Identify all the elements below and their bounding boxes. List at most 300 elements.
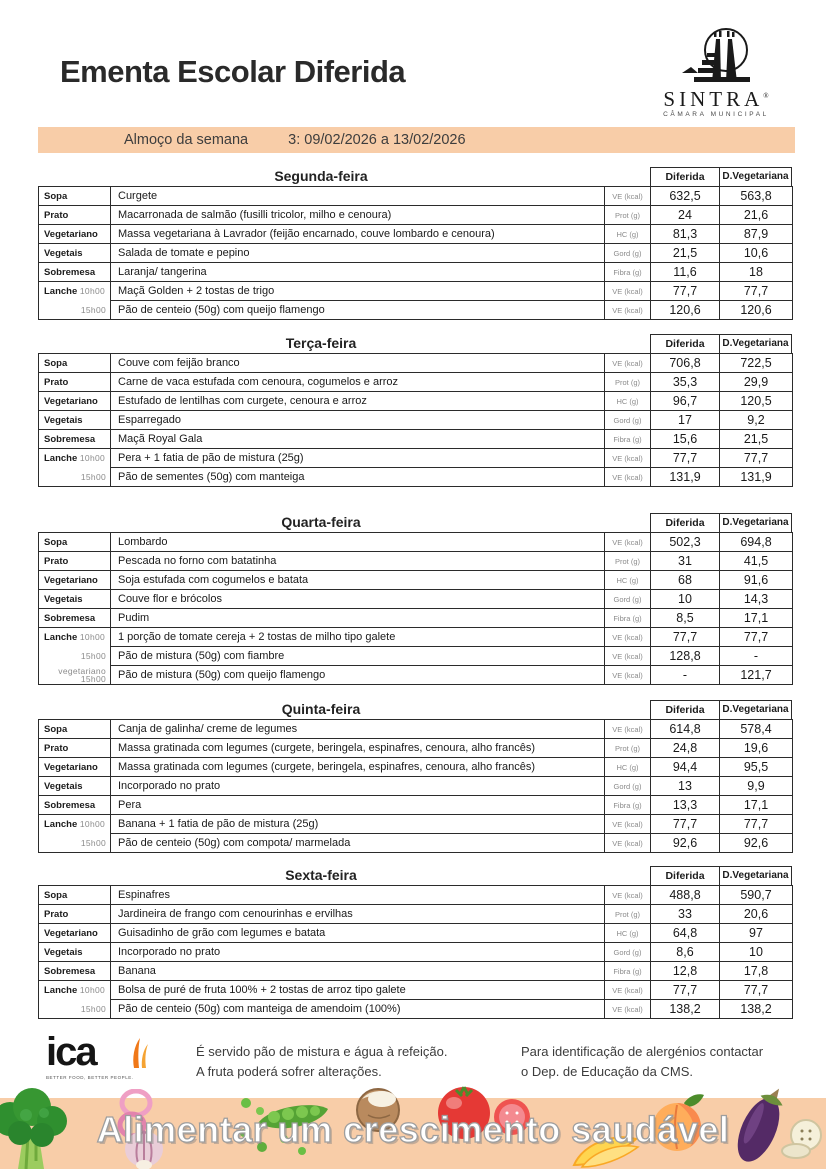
value-diferida: 77,7 xyxy=(651,981,720,1000)
day-title: Quinta-feira xyxy=(281,701,361,717)
day-title: Sexta-feira xyxy=(285,867,357,883)
menu-row xyxy=(39,647,793,666)
row-label-cell xyxy=(39,758,111,777)
column-header-diferida: Diferida xyxy=(650,513,720,533)
menu-row xyxy=(39,263,793,282)
nutrient-label: Prot (g) xyxy=(605,373,651,392)
value-vegetariana: 95,5 xyxy=(720,758,793,777)
row-label: Prato xyxy=(44,908,69,920)
menu-item-description: Soja estufada com cogumelos e batata xyxy=(111,571,605,590)
ica-flame-icon xyxy=(130,1034,152,1075)
row-label: Sobremesa xyxy=(44,799,96,811)
value-vegetariana: 131,9 xyxy=(720,468,793,487)
menu-item-description: Pão de sementes (50g) com manteiga xyxy=(111,468,605,487)
value-vegetariana: 563,8 xyxy=(720,187,793,206)
menu-row xyxy=(39,924,793,943)
row-label-cell xyxy=(39,571,111,590)
sintra-logo-subtitle: CÂMARA MUNICIPAL xyxy=(663,111,769,118)
row-label-cell xyxy=(39,796,111,815)
menu-row xyxy=(39,943,793,962)
value-vegetariana: 77,7 xyxy=(720,282,793,301)
value-vegetariana: 138,2 xyxy=(720,1000,793,1019)
row-label: Sopa xyxy=(44,357,68,369)
row-time: 10h00 xyxy=(79,285,106,296)
nutrient-label: Gord (g) xyxy=(605,411,651,430)
nutrient-label: VE (kcal) xyxy=(605,533,651,552)
footer xyxy=(0,1028,826,1092)
menu-item-description: Pescada no forno com batatinha xyxy=(111,552,605,571)
footer-note-line: A fruta poderá sofrer alterações. xyxy=(196,1064,382,1079)
page-title: Ementa Escolar Diferida xyxy=(60,54,406,89)
row-label: Sobremesa xyxy=(44,433,96,445)
menu-row xyxy=(39,815,793,834)
row-label-cell xyxy=(39,225,111,244)
value-vegetariana: 578,4 xyxy=(720,720,793,739)
row-label: Vegetais xyxy=(44,780,83,792)
week-banner-period: 3: 09/02/2026 a 13/02/2026 xyxy=(288,132,466,148)
column-header-diferida: Diferida xyxy=(650,334,720,354)
row-label: Sopa xyxy=(44,536,68,548)
value-diferida: 24 xyxy=(651,206,720,225)
value-diferida: - xyxy=(651,666,720,685)
menu-item-description: Banana + 1 fatia de pão de mistura (25g) xyxy=(111,815,605,834)
row-time: 15h00 xyxy=(80,304,106,315)
menu-row xyxy=(39,282,793,301)
value-vegetariana: 120,6 xyxy=(720,301,793,320)
menu-row xyxy=(39,411,793,430)
menu-row xyxy=(39,206,793,225)
row-label: Lanche xyxy=(44,984,78,996)
row-label-cell xyxy=(39,815,111,834)
row-time: 10h00 xyxy=(79,818,106,829)
row-label: Sobremesa xyxy=(44,965,96,977)
menu-item-description: 1 porção de tomate cereja + 2 tostas de milho tipo galete xyxy=(111,628,605,647)
menu-row xyxy=(39,720,793,739)
value-diferida: 13 xyxy=(651,777,720,796)
row-label-cell xyxy=(39,981,111,1000)
value-diferida: 502,3 xyxy=(651,533,720,552)
value-vegetariana: 87,9 xyxy=(720,225,793,244)
row-time: 10h00 xyxy=(79,984,106,995)
row-label-cell xyxy=(39,373,111,392)
row-label: Prato xyxy=(44,209,69,221)
row-time: 10h00 xyxy=(79,452,106,463)
nutrient-label: Fibra (g) xyxy=(605,796,651,815)
day-title: Terça-feira xyxy=(285,335,357,351)
menu-item-description: Lombardo xyxy=(111,533,605,552)
value-vegetariana: 41,5 xyxy=(720,552,793,571)
column-header-diferida: Diferida xyxy=(650,167,720,187)
nutrient-label: HC (g) xyxy=(605,392,651,411)
menu-row xyxy=(39,187,793,206)
value-diferida: 10 xyxy=(651,590,720,609)
row-label: Vegetariano xyxy=(44,927,98,939)
menu-item-description: Incorporado no prato xyxy=(111,777,605,796)
value-vegetariana: 21,5 xyxy=(720,430,793,449)
row-label-cell xyxy=(39,628,111,647)
row-label: Vegetariano xyxy=(44,761,98,773)
row-label-cell xyxy=(39,533,111,552)
footer-note-line: o Dep. de Educação da CMS. xyxy=(521,1064,693,1079)
value-diferida: 68 xyxy=(651,571,720,590)
menu-row xyxy=(39,301,793,320)
menu-item-description: Banana xyxy=(111,962,605,981)
value-vegetariana: 29,9 xyxy=(720,373,793,392)
menu-item-description: Pera + 1 fatia de pão de mistura (25g) xyxy=(111,449,605,468)
nutrient-label: VE (kcal) xyxy=(605,187,651,206)
value-vegetariana: 17,1 xyxy=(720,796,793,815)
value-diferida: 15,6 xyxy=(651,430,720,449)
menu-item-description: Esparregado xyxy=(111,411,605,430)
menu-item-description: Couve flor e brócolos xyxy=(111,590,605,609)
row-label-cell xyxy=(39,206,111,225)
nutrient-label: Prot (g) xyxy=(605,552,651,571)
ica-logo-wordmark: ica xyxy=(46,1030,96,1074)
ica-tagline: BETTER FOOD, BETTER PEOPLE. xyxy=(46,1075,134,1080)
row-label-cell xyxy=(39,552,111,571)
menu-item-description: Massa gratinada com legumes (curgete, beringela, espinafres, cenoura, alho francês) xyxy=(111,758,605,777)
menu-item-description: Pão de mistura (50g) com queijo flamengo xyxy=(111,666,605,685)
menu-item-description: Laranja/ tangerina xyxy=(111,263,605,282)
value-diferida: 8,6 xyxy=(651,943,720,962)
column-header-diferida: Diferida xyxy=(650,866,720,886)
nutrient-label: VE (kcal) xyxy=(605,468,651,487)
column-header-vegetariana: D.Vegetariana xyxy=(719,513,792,533)
value-vegetariana: 14,3 xyxy=(720,590,793,609)
week-banner-label: Almoço da semana xyxy=(124,132,249,148)
value-vegetariana: 9,2 xyxy=(720,411,793,430)
row-label: Lanche xyxy=(44,818,78,830)
value-diferida: 94,4 xyxy=(651,758,720,777)
row-label-cell xyxy=(39,834,111,853)
day-table xyxy=(38,334,792,487)
value-diferida: 64,8 xyxy=(651,924,720,943)
value-diferida: 614,8 xyxy=(651,720,720,739)
row-label: Lanche xyxy=(44,452,78,464)
day-table xyxy=(38,866,792,1019)
row-label: Vegetariano xyxy=(44,574,98,586)
menu-row xyxy=(39,392,793,411)
row-label-cell xyxy=(39,777,111,796)
row-label-cell xyxy=(39,430,111,449)
menu-item-description: Salada de tomate e pepino xyxy=(111,244,605,263)
row-label: Prato xyxy=(44,376,69,388)
row-label: Vegetariano xyxy=(44,228,98,240)
nutrient-label: VE (kcal) xyxy=(605,628,651,647)
value-diferida: 31 xyxy=(651,552,720,571)
sintra-logo-wordmark: SINTRA® xyxy=(663,87,769,111)
column-header-vegetariana: D.Vegetariana xyxy=(719,334,792,354)
row-label: Sobremesa xyxy=(44,612,96,624)
menu-row xyxy=(39,834,793,853)
row-label-cell xyxy=(39,739,111,758)
value-vegetariana: 722,5 xyxy=(720,354,793,373)
menu-row xyxy=(39,571,793,590)
row-label: Prato xyxy=(44,555,69,567)
value-diferida: 77,7 xyxy=(651,815,720,834)
row-label: Vegetais xyxy=(44,946,83,958)
row-time: vegetariano xyxy=(58,665,106,676)
value-vegetariana: 694,8 xyxy=(720,533,793,552)
nutrient-label: Gord (g) xyxy=(605,943,651,962)
menu-row xyxy=(39,739,793,758)
nutrient-label: Gord (g) xyxy=(605,590,651,609)
row-time: 15h00 xyxy=(80,471,106,482)
row-label: Sobremesa xyxy=(44,266,96,278)
footer-note-line: É servido pão de mistura e água à refeição. xyxy=(196,1044,448,1059)
day-header xyxy=(38,334,792,354)
day-header xyxy=(38,167,792,187)
footer-note-allergens xyxy=(521,1042,763,1082)
menu-row xyxy=(39,886,793,905)
nutrient-label: VE (kcal) xyxy=(605,815,651,834)
menu-row xyxy=(39,666,793,685)
row-label-cell xyxy=(39,647,111,666)
nutrient-label: Prot (g) xyxy=(605,739,651,758)
value-vegetariana: 18 xyxy=(720,263,793,282)
nutrient-label: Prot (g) xyxy=(605,905,651,924)
row-label: Vegetais xyxy=(44,593,83,605)
nutrient-label: Gord (g) xyxy=(605,244,651,263)
column-header-diferida: Diferida xyxy=(650,700,720,720)
menu-row xyxy=(39,905,793,924)
nutrient-label: VE (kcal) xyxy=(605,981,651,1000)
nutrient-label: Prot (g) xyxy=(605,206,651,225)
value-vegetariana: 77,7 xyxy=(720,628,793,647)
week-banner xyxy=(38,127,795,153)
registered-mark: ® xyxy=(763,92,769,100)
value-vegetariana: 20,6 xyxy=(720,905,793,924)
value-vegetariana: 120,5 xyxy=(720,392,793,411)
nutrient-label: Fibra (g) xyxy=(605,263,651,282)
row-time: 15h00 xyxy=(80,651,106,661)
row-label-cell xyxy=(39,720,111,739)
row-label-cell xyxy=(39,411,111,430)
value-diferida: 92,6 xyxy=(651,834,720,853)
nutrient-label: VE (kcal) xyxy=(605,834,651,853)
menu-row xyxy=(39,552,793,571)
row-time: 15h00 xyxy=(80,1003,106,1014)
menu-item-description: Pera xyxy=(111,796,605,815)
value-vegetariana: 77,7 xyxy=(720,449,793,468)
value-diferida: 21,5 xyxy=(651,244,720,263)
row-label-cell xyxy=(39,392,111,411)
value-diferida: 17 xyxy=(651,411,720,430)
value-diferida: 131,9 xyxy=(651,468,720,487)
row-label: Vegetais xyxy=(44,414,83,426)
column-header-vegetariana: D.Vegetariana xyxy=(719,167,792,187)
menu-item-description: Pudim xyxy=(111,609,605,628)
value-diferida: 120,6 xyxy=(651,301,720,320)
value-diferida: 13,3 xyxy=(651,796,720,815)
row-label-cell xyxy=(39,282,111,301)
menu-item-description: Estufado de lentilhas com curgete, cenoura e arroz xyxy=(111,392,605,411)
column-header-vegetariana: D.Vegetariana xyxy=(719,866,792,886)
menu-item-description: Curgete xyxy=(111,187,605,206)
value-vegetariana: 91,6 xyxy=(720,571,793,590)
row-time: 10h00 xyxy=(79,631,106,642)
row-label-cell xyxy=(39,886,111,905)
value-diferida: 11,6 xyxy=(651,263,720,282)
row-label-cell xyxy=(39,590,111,609)
row-label: Sopa xyxy=(44,190,68,202)
menu-item-description: Massa vegetariana à Lavrador (feijão encarnado, couve lombardo e cenoura) xyxy=(111,225,605,244)
day-header xyxy=(38,513,792,533)
footer-note-line: Para identificação de alergénios contactar xyxy=(521,1044,764,1059)
nutrient-label: HC (g) xyxy=(605,225,651,244)
value-vegetariana: 77,7 xyxy=(720,981,793,1000)
menu-item-description: Canja de galinha/ creme de legumes xyxy=(111,720,605,739)
nutrient-label: HC (g) xyxy=(605,758,651,777)
menu-row xyxy=(39,1000,793,1019)
menu-item-description: Pão de centeio (50g) com queijo flamengo xyxy=(111,301,605,320)
value-vegetariana: 10 xyxy=(720,943,793,962)
value-diferida: 12,8 xyxy=(651,962,720,981)
slogan-text: Alimentar um crescimento saudável xyxy=(96,1109,730,1150)
nutrient-label: Fibra (g) xyxy=(605,430,651,449)
row-label: Prato xyxy=(44,742,69,754)
value-diferida: 96,7 xyxy=(651,392,720,411)
value-diferida: 128,8 xyxy=(651,647,720,666)
nutrient-label: VE (kcal) xyxy=(605,1000,651,1019)
menu-item-description: Massa gratinada com legumes (curgete, beringela, espinafres, cenoura, alho francês) xyxy=(111,739,605,758)
menu-item-description: Macarronada de salmão (fusilli tricolor, milho e cenoura) xyxy=(111,206,605,225)
row-label-cell xyxy=(39,354,111,373)
value-diferida: 8,5 xyxy=(651,609,720,628)
menu-item-description: Maçã Golden + 2 tostas de trigo xyxy=(111,282,605,301)
menu-item-description: Jardineira de frango com cenourinhas e ervilhas xyxy=(111,905,605,924)
row-label: Vegetais xyxy=(44,247,83,259)
nutrient-label: VE (kcal) xyxy=(605,354,651,373)
row-label-cell xyxy=(39,244,111,263)
row-label: Sopa xyxy=(44,723,68,735)
value-diferida: 488,8 xyxy=(651,886,720,905)
row-label: Sopa xyxy=(44,889,68,901)
menu-item-description: Bolsa de puré de fruta 100% + 2 tostas de arroz tipo galete xyxy=(111,981,605,1000)
menu-item-description: Incorporado no prato xyxy=(111,943,605,962)
ica-logo xyxy=(46,1032,166,1080)
row-label-cell xyxy=(39,1000,111,1019)
row-label-cell xyxy=(39,449,111,468)
value-diferida: 77,7 xyxy=(651,628,720,647)
menu-row xyxy=(39,225,793,244)
row-label-cell xyxy=(39,609,111,628)
value-diferida: 706,8 xyxy=(651,354,720,373)
nutrient-label: VE (kcal) xyxy=(605,282,651,301)
nutrient-label: VE (kcal) xyxy=(605,647,651,666)
value-vegetariana: 17,1 xyxy=(720,609,793,628)
nutrient-label: VE (kcal) xyxy=(605,720,651,739)
value-vegetariana: 19,6 xyxy=(720,739,793,758)
row-time: 15h00 xyxy=(80,673,106,684)
row-label-cell xyxy=(39,924,111,943)
column-header-vegetariana: D.Vegetariana xyxy=(719,700,792,720)
nutrient-label: VE (kcal) xyxy=(605,449,651,468)
day-table xyxy=(38,167,792,320)
row-label-cell xyxy=(39,263,111,282)
value-diferida: 138,2 xyxy=(651,1000,720,1019)
menu-item-description: Pão de mistura (50g) com fiambre xyxy=(111,647,605,666)
menu-days xyxy=(38,167,792,1033)
menu-row xyxy=(39,373,793,392)
nutrient-label: HC (g) xyxy=(605,924,651,943)
menu-row xyxy=(39,468,793,487)
value-diferida: 33 xyxy=(651,905,720,924)
menu-item-description: Couve com feijão branco xyxy=(111,354,605,373)
value-diferida: 77,7 xyxy=(651,282,720,301)
row-label-cell xyxy=(39,187,111,206)
menu-item-description: Pão de centeio (50g) com manteiga de amendoim (100%) xyxy=(111,1000,605,1019)
menu-row xyxy=(39,244,793,263)
value-vegetariana: - xyxy=(720,647,793,666)
day-title: Quarta-feira xyxy=(281,514,361,530)
nutrient-label: VE (kcal) xyxy=(605,666,651,685)
menu-item-description: Carne de vaca estufada com cenoura, cogumelos e arroz xyxy=(111,373,605,392)
menu-row xyxy=(39,981,793,1000)
sintra-palace-icon xyxy=(652,24,780,88)
menu-row xyxy=(39,449,793,468)
row-label-cell xyxy=(39,962,111,981)
menu-row xyxy=(39,777,793,796)
value-vegetariana: 10,6 xyxy=(720,244,793,263)
footer-note-meal xyxy=(196,1042,447,1082)
menu-row xyxy=(39,430,793,449)
row-label: Lanche xyxy=(44,285,78,297)
value-vegetariana: 21,6 xyxy=(720,206,793,225)
menu-row xyxy=(39,609,793,628)
menu-row xyxy=(39,758,793,777)
menu-row xyxy=(39,796,793,815)
value-diferida: 81,3 xyxy=(651,225,720,244)
menu-row xyxy=(39,590,793,609)
value-vegetariana: 9,9 xyxy=(720,777,793,796)
nutrient-label: Fibra (g) xyxy=(605,609,651,628)
menu-row xyxy=(39,962,793,981)
day-header xyxy=(38,700,792,720)
value-vegetariana: 121,7 xyxy=(720,666,793,685)
row-label-cell xyxy=(39,943,111,962)
row-label-cell xyxy=(39,468,111,487)
nutrient-label: VE (kcal) xyxy=(605,301,651,320)
value-vegetariana: 77,7 xyxy=(720,815,793,834)
menu-row xyxy=(39,628,793,647)
nutrient-label: HC (g) xyxy=(605,571,651,590)
day-table xyxy=(38,700,792,853)
bottom-banner xyxy=(0,1085,826,1169)
value-diferida: 35,3 xyxy=(651,373,720,392)
value-diferida: 77,7 xyxy=(651,449,720,468)
row-label-cell xyxy=(39,905,111,924)
menu-item-description: Maçã Royal Gala xyxy=(111,430,605,449)
menu-row xyxy=(39,533,793,552)
value-diferida: 632,5 xyxy=(651,187,720,206)
nutrient-label: Gord (g) xyxy=(605,777,651,796)
menu-item-description: Guisadinho de grão com legumes e batata xyxy=(111,924,605,943)
value-vegetariana: 590,7 xyxy=(720,886,793,905)
nutrient-label: Fibra (g) xyxy=(605,962,651,981)
menu-item-description: Pão de centeio (50g) com compota/ marmelada xyxy=(111,834,605,853)
sintra-municipality-logo xyxy=(652,24,780,118)
menu-row xyxy=(39,354,793,373)
row-label-cell xyxy=(39,666,111,685)
row-time: 15h00 xyxy=(80,837,106,848)
day-header xyxy=(38,866,792,886)
row-label-cell xyxy=(39,301,111,320)
day-table xyxy=(38,513,792,685)
value-vegetariana: 97 xyxy=(720,924,793,943)
menu-item-description: Espinafres xyxy=(111,886,605,905)
value-vegetariana: 17,8 xyxy=(720,962,793,981)
